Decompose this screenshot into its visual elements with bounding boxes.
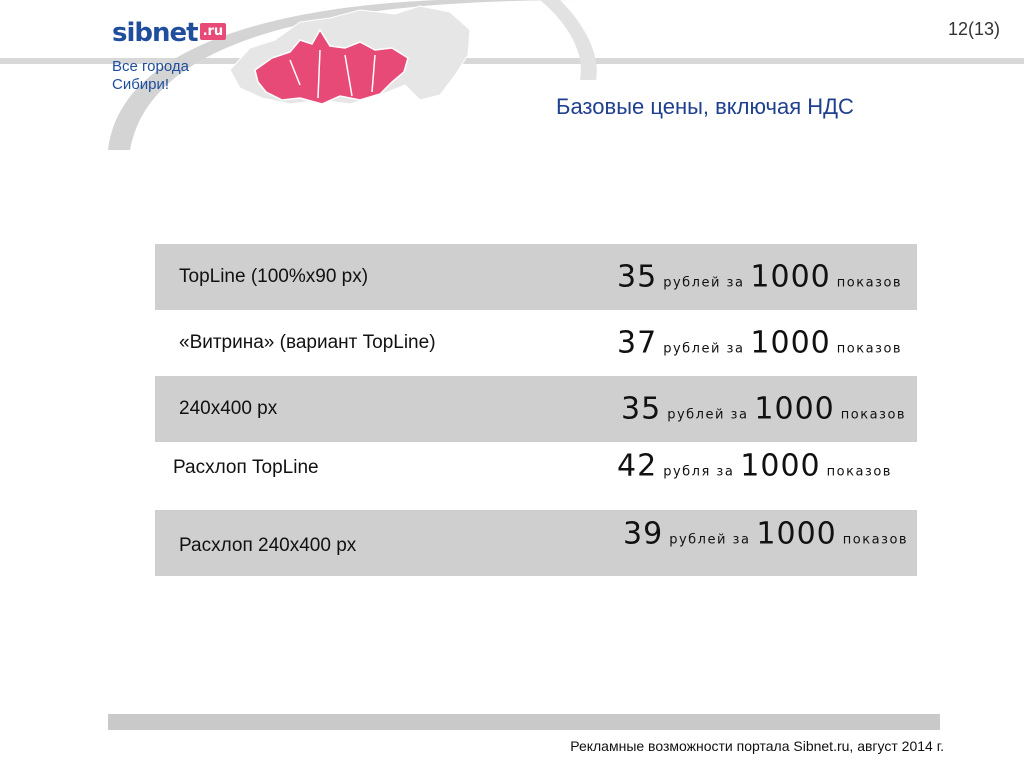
format-label: TopLine (100%x90 px) xyxy=(179,266,369,287)
price-amount: 35 xyxy=(617,259,658,295)
price-unit: показов xyxy=(826,464,892,480)
tagline xyxy=(112,58,189,94)
price-value xyxy=(617,326,908,361)
format-label: «Витрина» (вариант TopLine) xyxy=(179,332,436,353)
price-unit: показов xyxy=(836,275,903,291)
sibnet-logo[interactable] xyxy=(112,18,226,48)
price-unit: показов xyxy=(836,341,903,357)
price-impressions: 1000 xyxy=(740,448,821,484)
tagline-line-1: Все города xyxy=(112,58,189,75)
price-amount: 39 xyxy=(623,516,664,552)
price-currency: рублей за xyxy=(663,275,745,291)
price-row-240x400 xyxy=(155,376,917,442)
price-impressions: 1000 xyxy=(754,391,835,427)
price-row-topline xyxy=(155,244,917,310)
slide-title: Базовые цены, включая НДС xyxy=(556,94,854,119)
price-impressions: 1000 xyxy=(756,516,837,552)
format-label: Расхлоп 240x400 px xyxy=(179,535,357,556)
price-unit: показов xyxy=(842,532,909,548)
price-value xyxy=(623,517,914,552)
logo-text: sibnet xyxy=(112,18,198,48)
price-currency: рублей за xyxy=(663,341,745,357)
price-value xyxy=(617,449,898,484)
price-value xyxy=(621,392,912,427)
price-value xyxy=(617,260,908,295)
price-amount: 42 xyxy=(617,448,658,484)
price-unit: показов xyxy=(840,407,907,423)
logo-tld-badge: .ru xyxy=(200,23,227,40)
price-currency: рублей за xyxy=(667,407,749,423)
footer-divider-bar xyxy=(108,714,940,730)
price-row-vitrina xyxy=(155,310,917,376)
price-amount: 35 xyxy=(621,391,662,427)
price-row-rasklop-topline xyxy=(155,436,917,500)
price-currency: рублей за xyxy=(669,532,751,548)
format-label: 240x400 px xyxy=(179,398,278,419)
price-currency: рубля за xyxy=(663,464,735,480)
price-impressions: 1000 xyxy=(750,325,831,361)
tagline-line-2: Сибири! xyxy=(112,76,170,93)
price-row-rasklop-240x400 xyxy=(155,510,917,576)
price-amount: 37 xyxy=(617,325,658,361)
format-label: Расхлоп TopLine xyxy=(173,457,319,478)
page-number: 12(13) xyxy=(947,19,1000,39)
price-impressions: 1000 xyxy=(750,259,831,295)
footer-caption: Рекламные возможности портала Sibnet.ru, август 2014 г. xyxy=(570,738,944,754)
